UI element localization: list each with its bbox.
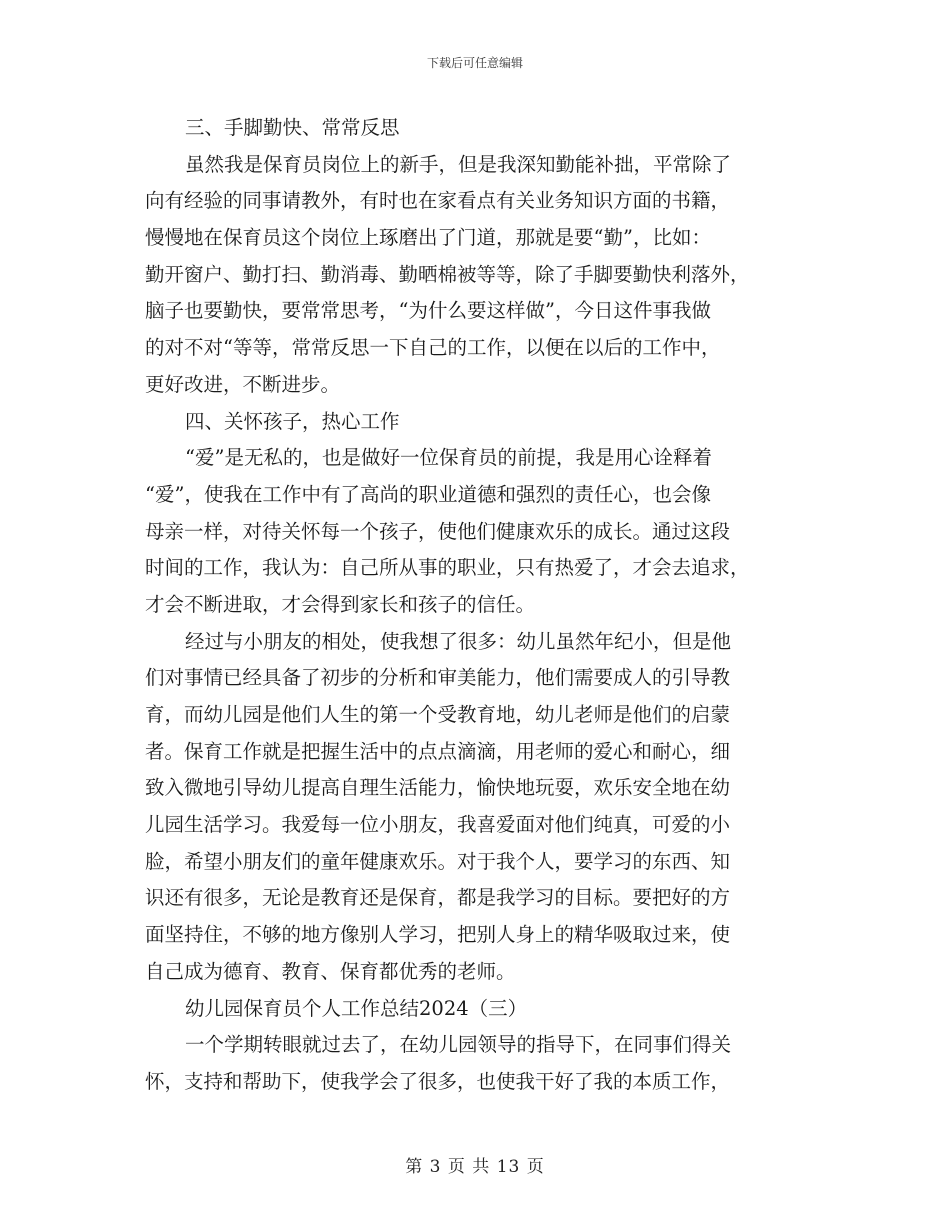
paragraph-line: 慢慢地在保育员这个岗位上琢磨出了门道，那就是要“勤”，比如： [145, 226, 711, 250]
paragraph-line: 勤开窗户、勤打扫、勤消毒、勤晒棉被等等，除了手脚要勤快利落外， [145, 262, 750, 286]
paragraph-line: “爱”是无私的，也是做好一位保育员的前提，我是用心诠释着 [185, 446, 712, 470]
paragraph-line: 识还有很多，无论是教育还是保育，都是我学习的目标。要把好的方 [145, 886, 731, 910]
paragraph-line: 时间的工作，我认为：自己所从事的职业，只有热爱了，才会去追求， [145, 556, 750, 580]
paragraph-line: 更好改进，不断进步。 [145, 372, 341, 396]
paragraph-line: 面坚持住，不够的地方像别人学习，把别人身上的精华吸取过来，使 [145, 923, 731, 947]
paragraph-line: “爱”，使我在工作中有了高尚的职业道德和强烈的责任心，也会像 [145, 482, 711, 506]
document-body [145, 110, 805, 1101]
paragraph-line: 的对不对“等等，常常反思一下自己的工作，以便在以后的工作中， [145, 336, 721, 360]
section-heading: 四、关怀孩子，热心工作 [185, 409, 400, 433]
document-subtitle: 幼儿园保育员个人工作总结2024（三） [185, 996, 528, 1020]
paragraph-line: 怀，支持和帮助下，使我学会了很多，也使我干好了我的本质工作， [145, 1069, 731, 1093]
paragraph-line: 一个学期转眼就过去了，在幼儿园领导的指导下，在同事们得关 [185, 1033, 732, 1057]
paragraph-line: 才会不断进取，才会得到家长和孩子的信任。 [145, 592, 536, 616]
paragraph-line: 育，而幼儿园是他们人生的第一个受教育地，幼儿老师是他们的启蒙 [145, 703, 731, 726]
paragraph-line: 脑子也要勤快，要常常思考，“为什么要这样做”，今日这件事我做 [145, 299, 711, 323]
paragraph-line: 者。保育工作就是把握生活中的点点滴滴，用老师的爱心和耐心，细 [145, 739, 731, 763]
paragraph-line: 母亲一样，对待关怀每一个孩子，使他们健康欢乐的成长。通过这段 [145, 519, 731, 543]
paragraph-line: 虽然我是保育员岗位上的新手，但是我深知勤能补拙，平常除了 [185, 152, 732, 176]
section-heading: 三、手脚勤快、常常反思 [185, 116, 400, 139]
page-number-footer: 第 3 页 共 13 页 [405, 1157, 545, 1177]
paragraph-line: 儿园生活学习。我爱每一位小朋友，我喜爱面对他们纯真，可爱的小 [145, 813, 731, 837]
paragraph-line: 自己成为德育、教育、保育都优秀的老师。 [145, 959, 516, 983]
paragraph-line: 经过与小朋友的相处，使我想了很多：幼儿虽然年纪小，但是他 [185, 629, 732, 653]
paragraph-line: 们对事情已经具备了初步的分析和审美能力，他们需要成人的引导教 [145, 666, 731, 690]
paragraph-line: 向有经验的同事请教外，有时也在家看点有关业务知识方面的书籍， [145, 189, 731, 213]
paragraph-line: 脸，希望小朋友们的童年健康欢乐。对于我个人，要学习的东西、知 [145, 849, 731, 873]
page-header: 下载后可任意编辑 [426, 56, 523, 70]
paragraph-line: 致入微地引导幼儿提高自理生活能力，愉快地玩耍，欢乐安全地在幼 [145, 776, 731, 800]
